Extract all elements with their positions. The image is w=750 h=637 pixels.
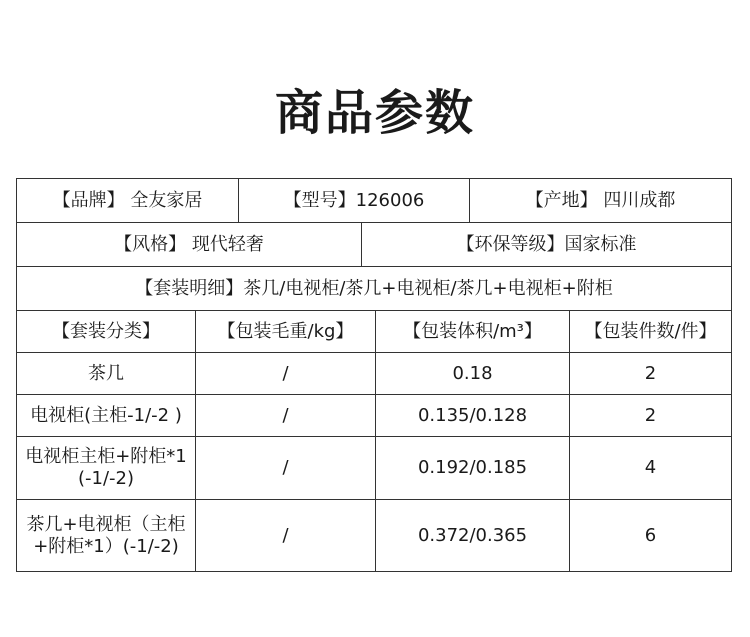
count-cell: 4 <box>644 457 657 478</box>
count-cell: 6 <box>644 524 657 546</box>
count-cell: 2 <box>644 362 657 384</box>
page-title: 商品参数 <box>274 85 475 141</box>
category-cell: 茶几+电视柜（主柜 +附柜*1）(-1/-2) <box>17 500 196 571</box>
category-cell: 电视柜主柜+附柜*1 (-1/-2) <box>17 437 196 499</box>
header-volume: 【包装体积/m³】 <box>376 311 570 352</box>
spec-row-2 <box>17 223 731 267</box>
weight-cell: / <box>196 353 376 394</box>
category-cell: 电视柜(主柜-1/-2 ) <box>17 395 196 436</box>
table-header-row <box>17 311 731 353</box>
table-row <box>17 437 731 500</box>
header-count: 【包装件数/件】 <box>584 320 717 342</box>
weight-cell: / <box>196 395 376 436</box>
weight-cell: / <box>196 500 376 571</box>
table-row <box>17 353 731 395</box>
volume-cell: 0.192/0.185 <box>376 437 570 499</box>
set-detail-cell: 【套装明细】茶几/电视柜/茶几+电视柜/茶几+电视柜+附柜 <box>135 277 613 299</box>
category-cell: 茶几 <box>17 353 196 394</box>
spec-table <box>16 178 732 572</box>
spec-row-3 <box>17 267 731 311</box>
volume-cell: 0.18 <box>376 353 570 394</box>
brand-cell: 【品牌】 全友家居 <box>17 179 239 222</box>
weight-cell: / <box>196 437 376 499</box>
spec-row-1 <box>17 179 731 223</box>
volume-cell: 0.135/0.128 <box>376 395 570 436</box>
origin-cell: 【产地】 四川成都 <box>525 189 676 211</box>
table-row <box>17 500 731 571</box>
table-row <box>17 395 731 437</box>
volume-cell: 0.372/0.365 <box>376 500 570 571</box>
eco-grade-cell: 【环保等级】国家标准 <box>456 233 637 255</box>
model-cell: 【型号】126006 <box>239 179 470 222</box>
style-cell: 【风格】 现代轻奢 <box>17 223 362 266</box>
header-weight: 【包装毛重/kg】 <box>196 311 376 352</box>
count-cell: 2 <box>644 404 657 426</box>
header-category: 【套装分类】 <box>17 311 196 352</box>
